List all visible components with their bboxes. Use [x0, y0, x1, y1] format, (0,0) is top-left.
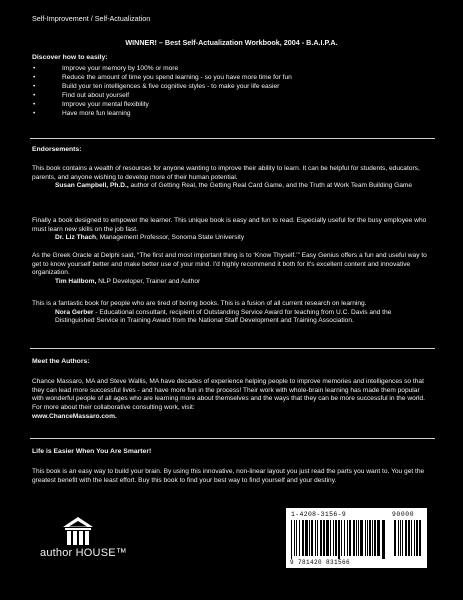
list-item: • Reduce the amount of time you spend learning - so you have more time for fun [32, 73, 432, 82]
authors-section [32, 378, 432, 422]
ean-number: 9 781420 831566 [290, 559, 351, 566]
discover-list [32, 64, 432, 119]
isbn-barcode [286, 508, 427, 568]
list-item: • Improve your mental flexibility [32, 100, 432, 109]
endorsement-attribution [32, 182, 432, 191]
authors-heading: Meet the Authors: [32, 358, 90, 365]
endorser-title: - Educational consultant, recipient of Outstanding Service Award for teaching from U.C. Davis and the Distinguished Service in Training Award from the National Staff Development and Training Association. [55, 308, 392, 325]
endorsement-attribution [32, 309, 432, 326]
divider [30, 348, 435, 349]
closing-section [32, 468, 432, 485]
website-link[interactable]: www.ChanceMassaro.com. [32, 412, 117, 420]
endorsement-quote: This is a fantastic book for people who are tired of boring books. This is a fusion of all current research on learning. [32, 300, 367, 307]
publisher-logo [40, 516, 127, 560]
house-icon [62, 516, 94, 546]
list-item: • Have more fun learning [32, 109, 432, 118]
isbn-number: 1-4208-3156-9 [291, 511, 347, 518]
price-code: 90000 [392, 511, 415, 518]
endorsement-1 [32, 165, 432, 191]
endorsement-attribution [32, 278, 432, 287]
endorser-name: Nora Gerber [55, 308, 94, 316]
endorsement-attribution [32, 234, 432, 243]
endorsement-2 [32, 217, 432, 243]
divider [30, 138, 435, 139]
endorsement-quote: This book contains a wealth of resources for anyone wanting to improve their ability to learn. It can be helpful for students, educators, parents, and anyone wishing to develop more of their human potential. [32, 165, 420, 181]
endorser-name: Susan Campbell, Ph.D., [55, 182, 129, 190]
closing-text: This book is an easy way to build your brain. By using this innovative, non-linear layout you just read the parts you want to. You get the greatest benefit with the least effort. Buy this book to find your best way to find yourself and your destiny. [32, 468, 425, 484]
authors-text: Chance Massaro, MA and Steve Wallis, MA have decades of experience helping people to improve memories and intelligences so that they can lead more successful lives - and have more fun in the process! Their work with whole-brain learning has made them popular with wonderful people of all ages who are learning more about themselves and the ways that they can be more successful in the world. For more about their collaborative consulting work, visit: [32, 378, 425, 412]
endorsement-quote: As the Greek Oracle at Delphi said, “The first and most important thing is to ‘Know Thyself.’” Easy Genius offers a fun and useful way to get to know yourself better and make better use of your mind. I'd highly recommend it both for it's excellent content and innovative organization. [32, 252, 427, 277]
endorser-title: NLP Developer, Trainer and Author [96, 278, 201, 286]
category-label: Self-Improvement / Self-Actualization [32, 14, 151, 23]
closing-heading: Life is Easier When You Are Smarter! [32, 448, 152, 455]
award-banner: WINNER! – Best Self-Actualization Workbook, 2004 - B.A.I.P.A. [125, 38, 338, 47]
list-item: • Build your ten intelligences & five cognitive styles - to make your life easier [32, 82, 432, 91]
list-item: • Improve your memory by 100% or more [32, 64, 432, 73]
publisher-name: author HOUSE™ [40, 547, 127, 559]
discover-section [32, 54, 432, 119]
divider [30, 438, 435, 439]
endorsement-quote: Finally a book designed to empower the learner. This unique book is easy and fun to read. Especially useful for the busy employee who must learn new skills on the job fast. [32, 217, 427, 233]
endorsement-4 [32, 300, 432, 326]
endorsement-3 [32, 252, 432, 287]
list-item: • Find out about yourself [32, 91, 432, 100]
endorser-title: author of Getting Real, the Getting Real Card Game, and the Truth at Work Team Building Game [128, 182, 413, 190]
discover-heading: Discover how to easily: [32, 54, 108, 61]
barcode-bars [290, 520, 423, 559]
endorsements-heading: Endorsements: [32, 146, 82, 153]
endorser-name: Tim Hallbom, [55, 278, 97, 286]
endorser-name: Dr. Liz Thach [55, 234, 97, 242]
endorser-title: , Management Professor, Sonoma State University [96, 234, 245, 242]
